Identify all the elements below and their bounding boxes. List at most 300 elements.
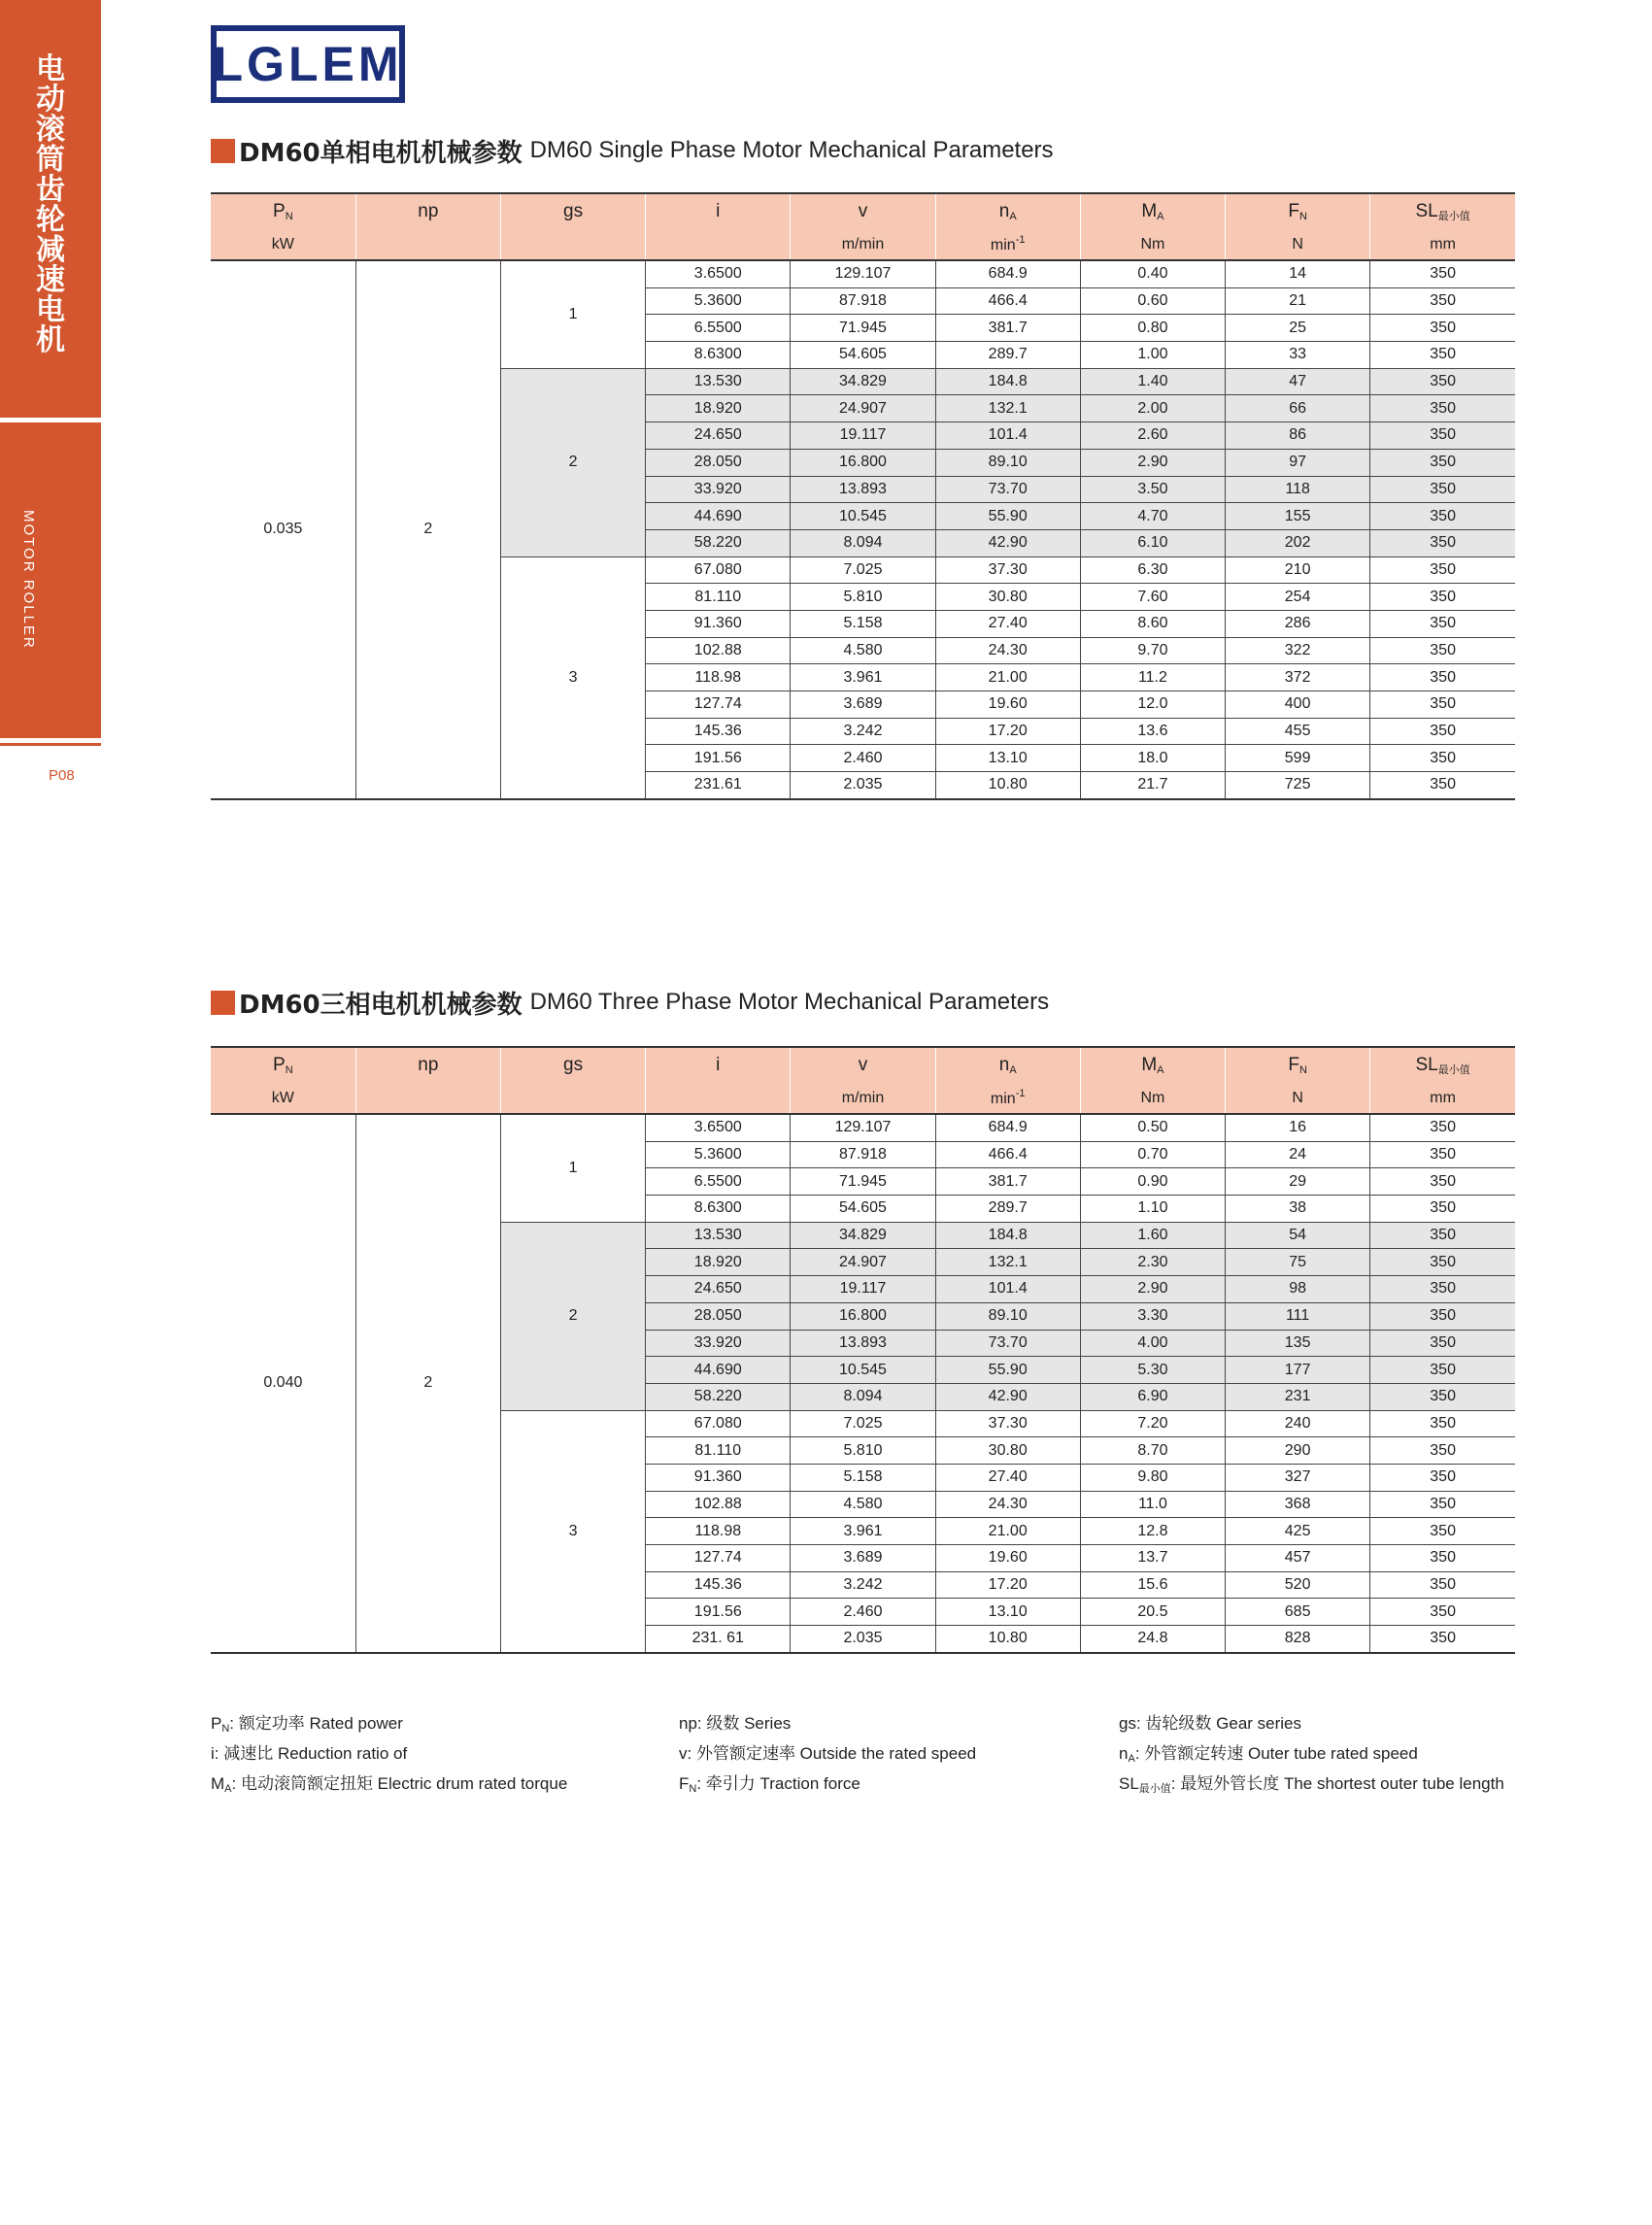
cell-sl: 350 bbox=[1370, 287, 1515, 315]
cell-i: 81.110 bbox=[646, 1437, 791, 1465]
cell-sl: 350 bbox=[1370, 1141, 1515, 1168]
cell-ma: 1.60 bbox=[1080, 1222, 1225, 1249]
cell-v: 13.893 bbox=[791, 476, 935, 503]
brand-logo: LGLEM bbox=[211, 25, 405, 103]
cell-sl: 350 bbox=[1370, 395, 1515, 422]
cell-v: 5.158 bbox=[791, 1464, 935, 1491]
cell-v: 54.605 bbox=[791, 1196, 935, 1223]
sidebar-title-char: 电 bbox=[36, 52, 65, 86]
cell-fn: 240 bbox=[1226, 1410, 1370, 1437]
cell-v: 5.810 bbox=[791, 1437, 935, 1465]
cell-fn: 322 bbox=[1226, 637, 1370, 664]
cell-gs: 1 bbox=[500, 260, 645, 368]
cell-fn: 47 bbox=[1226, 368, 1370, 395]
cell-fn: 25 bbox=[1226, 315, 1370, 342]
cell-np: 2 bbox=[355, 260, 500, 799]
cell-fn: 400 bbox=[1226, 691, 1370, 719]
cell-sl: 350 bbox=[1370, 1491, 1515, 1518]
cell-i: 28.050 bbox=[646, 449, 791, 476]
cell-sl: 350 bbox=[1370, 1599, 1515, 1626]
cell-fn: 599 bbox=[1226, 745, 1370, 772]
unit-v: m/min bbox=[791, 1083, 935, 1114]
cell-i: 102.88 bbox=[646, 637, 791, 664]
cell-v: 34.829 bbox=[791, 1222, 935, 1249]
cell-ma: 6.90 bbox=[1080, 1383, 1225, 1410]
cell-i: 24.650 bbox=[646, 1276, 791, 1303]
cell-i: 44.690 bbox=[646, 1357, 791, 1384]
cell-i: 13.530 bbox=[646, 1222, 791, 1249]
cell-na: 24.30 bbox=[935, 637, 1080, 664]
cell-v: 10.545 bbox=[791, 503, 935, 530]
sidebar-divider bbox=[0, 738, 101, 743]
cell-sl: 350 bbox=[1370, 1464, 1515, 1491]
cell-ma: 21.7 bbox=[1080, 772, 1225, 799]
legend-item: np: 级数 Series bbox=[679, 1714, 792, 1733]
sidebar-title bbox=[0, 54, 101, 355]
cell-fn: 828 bbox=[1226, 1626, 1370, 1653]
unit-na: $\min^{-1}$ bbox=[935, 229, 1080, 260]
cell-fn: 254 bbox=[1226, 584, 1370, 611]
cell-sl: 350 bbox=[1370, 664, 1515, 691]
header-ma-sub: A bbox=[1157, 211, 1164, 222]
cell-sl: 350 bbox=[1370, 745, 1515, 772]
cell-v: 7.025 bbox=[791, 556, 935, 584]
cell-v: 3.242 bbox=[791, 718, 935, 745]
cell-v: 16.800 bbox=[791, 449, 935, 476]
header-na: $n_A$ bbox=[935, 1047, 1080, 1083]
cell-v: 19.117 bbox=[791, 1276, 935, 1303]
cell-fn: 231 bbox=[1226, 1383, 1370, 1410]
cell-na: 27.40 bbox=[935, 1464, 1080, 1491]
cell-na: 55.90 bbox=[935, 1357, 1080, 1384]
cell-na: 17.20 bbox=[935, 1571, 1080, 1599]
cell-i: 81.110 bbox=[646, 584, 791, 611]
cell-ma: 24.8 bbox=[1080, 1626, 1225, 1653]
cell-fn: 66 bbox=[1226, 395, 1370, 422]
cell-ma: 0.90 bbox=[1080, 1168, 1225, 1196]
cell-ma: 20.5 bbox=[1080, 1599, 1225, 1626]
cell-v: 4.580 bbox=[791, 637, 935, 664]
sidebar-title-char: 齿 bbox=[36, 173, 65, 207]
cell-v: 24.907 bbox=[791, 1249, 935, 1276]
cell-na: 27.40 bbox=[935, 610, 1080, 637]
cell-na: 10.80 bbox=[935, 1626, 1080, 1653]
cell-fn: 29 bbox=[1226, 1168, 1370, 1196]
header-sl: $SL_{最小值}$ bbox=[1370, 1047, 1515, 1083]
cell-gs: 2 bbox=[500, 368, 645, 556]
cell-i: 118.98 bbox=[646, 664, 791, 691]
table-row bbox=[211, 260, 1515, 287]
cell-fn: 86 bbox=[1226, 422, 1370, 450]
cell-ma: 8.60 bbox=[1080, 610, 1225, 637]
cell-na: 24.30 bbox=[935, 1491, 1080, 1518]
cell-fn: 286 bbox=[1226, 610, 1370, 637]
cell-i: 33.920 bbox=[646, 476, 791, 503]
cell-na: 37.30 bbox=[935, 1410, 1080, 1437]
sidebar-title-char: 电 bbox=[36, 293, 65, 327]
cell-sl: 350 bbox=[1370, 1437, 1515, 1465]
cell-i: 44.690 bbox=[646, 503, 791, 530]
legend-symbol-sub: N bbox=[689, 1783, 697, 1795]
cell-i: 231. 61 bbox=[646, 1626, 791, 1653]
cell-na: 684.9 bbox=[935, 260, 1080, 287]
cell-na: 289.7 bbox=[935, 342, 1080, 369]
section-title-en: DM60 Three Phase Motor Mechanical Parameters bbox=[529, 989, 1050, 1015]
unit-sl: mm bbox=[1370, 229, 1515, 260]
legend-symbol-sub: N bbox=[221, 1723, 230, 1735]
cell-sl: 350 bbox=[1370, 637, 1515, 664]
cell-na: 10.80 bbox=[935, 772, 1080, 799]
cell-ma: 2.00 bbox=[1080, 395, 1225, 422]
cell-na: 37.30 bbox=[935, 556, 1080, 584]
cell-fn: 21 bbox=[1226, 287, 1370, 315]
cell-i: 127.74 bbox=[646, 691, 791, 719]
cell-na: 73.70 bbox=[935, 1330, 1080, 1357]
cell-ma: 6.30 bbox=[1080, 556, 1225, 584]
cell-ma: 12.0 bbox=[1080, 691, 1225, 719]
cell-fn: 135 bbox=[1226, 1330, 1370, 1357]
unit-sl: mm bbox=[1370, 1083, 1515, 1114]
unit-gs bbox=[500, 1083, 645, 1114]
cell-i: 145.36 bbox=[646, 1571, 791, 1599]
cell-sl: 350 bbox=[1370, 1626, 1515, 1653]
cell-v: 8.094 bbox=[791, 1383, 935, 1410]
cell-pn: 0.040 bbox=[211, 1114, 355, 1653]
cell-sl: 350 bbox=[1370, 718, 1515, 745]
cell-na: 19.60 bbox=[935, 1545, 1080, 1572]
cell-fn: 202 bbox=[1226, 529, 1370, 556]
cell-i: 145.36 bbox=[646, 718, 791, 745]
cell-i: 8.6300 bbox=[646, 1196, 791, 1223]
cell-sl: 350 bbox=[1370, 1357, 1515, 1384]
header-row-symbols bbox=[211, 1047, 1515, 1083]
cell-sl: 350 bbox=[1370, 1196, 1515, 1223]
cell-sl: 350 bbox=[1370, 1571, 1515, 1599]
cell-fn: 38 bbox=[1226, 1196, 1370, 1223]
cell-i: 6.5500 bbox=[646, 315, 791, 342]
header-gs: gs bbox=[500, 193, 645, 229]
unit-v: m/min bbox=[791, 229, 935, 260]
table-header bbox=[211, 1047, 1515, 1114]
cell-gs: 2 bbox=[500, 1222, 645, 1410]
section-marker-icon bbox=[211, 139, 235, 163]
header-pn-sub: N bbox=[285, 1064, 293, 1076]
header-row-units bbox=[211, 229, 1515, 260]
cell-na: 381.7 bbox=[935, 315, 1080, 342]
legend-symbol-sub: 最小值 bbox=[1138, 1783, 1171, 1795]
cell-v: 4.580 bbox=[791, 1491, 935, 1518]
cell-ma: 0.40 bbox=[1080, 260, 1225, 287]
cell-sl: 350 bbox=[1370, 503, 1515, 530]
unit-pn: kW bbox=[211, 1083, 355, 1114]
cell-fn: 14 bbox=[1226, 260, 1370, 287]
header-v: v bbox=[791, 1047, 935, 1083]
cell-i: 33.920 bbox=[646, 1330, 791, 1357]
cell-ma: 11.2 bbox=[1080, 664, 1225, 691]
cell-sl: 350 bbox=[1370, 772, 1515, 799]
cell-sl: 350 bbox=[1370, 556, 1515, 584]
cell-ma: 4.00 bbox=[1080, 1330, 1225, 1357]
cell-sl: 350 bbox=[1370, 1249, 1515, 1276]
legend-item: $n_A$: 外管额定转速 Outer tube rated speed bbox=[1119, 1744, 1418, 1765]
unit-fn: N bbox=[1226, 1083, 1370, 1114]
cell-na: 19.60 bbox=[935, 691, 1080, 719]
cell-v: 2.035 bbox=[791, 772, 935, 799]
cell-ma: 0.60 bbox=[1080, 287, 1225, 315]
cell-na: 30.80 bbox=[935, 1437, 1080, 1465]
cell-ma: 7.20 bbox=[1080, 1410, 1225, 1437]
header-ma: $M_A$ bbox=[1080, 1047, 1225, 1083]
cell-na: 21.00 bbox=[935, 1518, 1080, 1545]
cell-ma: 2.60 bbox=[1080, 422, 1225, 450]
cell-pn: 0.035 bbox=[211, 260, 355, 799]
cell-v: 54.605 bbox=[791, 342, 935, 369]
header-na: $n_A$ bbox=[935, 193, 1080, 229]
cell-na: 17.20 bbox=[935, 718, 1080, 745]
unit-i bbox=[646, 1083, 791, 1114]
cell-na: 381.7 bbox=[935, 1168, 1080, 1196]
cell-ma: 2.30 bbox=[1080, 1249, 1225, 1276]
cell-na: 684.9 bbox=[935, 1114, 1080, 1141]
sidebar-divider bbox=[0, 418, 101, 422]
cell-i: 24.650 bbox=[646, 422, 791, 450]
sidebar-title-char: 滚 bbox=[36, 113, 65, 147]
cell-i: 118.98 bbox=[646, 1518, 791, 1545]
cell-ma: 1.10 bbox=[1080, 1196, 1225, 1223]
cell-i: 6.5500 bbox=[646, 1168, 791, 1196]
cell-na: 184.8 bbox=[935, 368, 1080, 395]
cell-i: 67.080 bbox=[646, 1410, 791, 1437]
cell-fn: 54 bbox=[1226, 1222, 1370, 1249]
sidebar-title-char: 筒 bbox=[36, 143, 65, 177]
legend-item: v: 外管额定速率 Outside the rated speed bbox=[679, 1744, 977, 1763]
legend-symbol-sub: A bbox=[1128, 1753, 1135, 1765]
cell-ma: 9.80 bbox=[1080, 1464, 1225, 1491]
section-marker-icon bbox=[211, 991, 235, 1015]
cell-fn: 118 bbox=[1226, 476, 1370, 503]
cell-ma: 15.6 bbox=[1080, 1571, 1225, 1599]
cell-v: 19.117 bbox=[791, 422, 935, 450]
unit-ma: Nm bbox=[1080, 1083, 1225, 1114]
cell-na: 89.10 bbox=[935, 449, 1080, 476]
legend-item: gs: 齿轮级数 Gear series bbox=[1119, 1714, 1302, 1733]
cell-na: 101.4 bbox=[935, 422, 1080, 450]
cell-sl: 350 bbox=[1370, 476, 1515, 503]
cell-ma: 1.00 bbox=[1080, 342, 1225, 369]
cell-i: 8.6300 bbox=[646, 342, 791, 369]
legend-item: $SL_{最小值}$: 最短外管长度 The shortest outer tube length bbox=[1119, 1774, 1504, 1795]
header-fn: $F_N$ bbox=[1226, 193, 1370, 229]
cell-sl: 350 bbox=[1370, 1545, 1515, 1572]
cell-ma: 4.70 bbox=[1080, 503, 1225, 530]
header-fn: $F_N$ bbox=[1226, 1047, 1370, 1083]
cell-ma: 13.7 bbox=[1080, 1545, 1225, 1572]
cell-v: 129.107 bbox=[791, 260, 935, 287]
cell-ma: 9.70 bbox=[1080, 637, 1225, 664]
unit-np bbox=[355, 1083, 500, 1114]
cell-ma: 0.80 bbox=[1080, 315, 1225, 342]
cell-v: 2.460 bbox=[791, 745, 935, 772]
cell-sl: 350 bbox=[1370, 1114, 1515, 1141]
cell-sl: 350 bbox=[1370, 1330, 1515, 1357]
cell-v: 3.961 bbox=[791, 1518, 935, 1545]
cell-ma: 2.90 bbox=[1080, 449, 1225, 476]
cell-ma: 0.50 bbox=[1080, 1114, 1225, 1141]
cell-sl: 350 bbox=[1370, 1383, 1515, 1410]
header-gs: gs bbox=[500, 1047, 645, 1083]
cell-gs: 3 bbox=[500, 1410, 645, 1653]
cell-fn: 98 bbox=[1226, 1276, 1370, 1303]
cell-v: 24.907 bbox=[791, 395, 935, 422]
legend-item: $M_A$: 电动滚筒额定扭矩 Electric drum rated torque bbox=[211, 1774, 568, 1795]
cell-sl: 350 bbox=[1370, 1222, 1515, 1249]
cell-na: 73.70 bbox=[935, 476, 1080, 503]
header-fn-sub: N bbox=[1298, 1064, 1307, 1076]
cell-ma: 6.10 bbox=[1080, 529, 1225, 556]
sidebar-subtitle: MOTOR ROLLER bbox=[20, 510, 37, 650]
header-i: i bbox=[646, 193, 791, 229]
cell-fn: 97 bbox=[1226, 449, 1370, 476]
cell-i: 5.3600 bbox=[646, 1141, 791, 1168]
cell-fn: 24 bbox=[1226, 1141, 1370, 1168]
cell-gs: 1 bbox=[500, 1114, 645, 1222]
cell-ma: 2.90 bbox=[1080, 1276, 1225, 1303]
cell-fn: 372 bbox=[1226, 664, 1370, 691]
cell-sl: 350 bbox=[1370, 260, 1515, 287]
cell-i: 127.74 bbox=[646, 1545, 791, 1572]
cell-i: 191.56 bbox=[646, 745, 791, 772]
header-np: np bbox=[355, 193, 500, 229]
header-ma: $M_A$ bbox=[1080, 193, 1225, 229]
cell-ma: 12.8 bbox=[1080, 1518, 1225, 1545]
cell-v: 2.035 bbox=[791, 1626, 935, 1653]
legend-symbol-sub: A bbox=[224, 1783, 232, 1795]
header-ma-sub: A bbox=[1157, 1064, 1164, 1076]
cell-v: 3.689 bbox=[791, 1545, 935, 1572]
cell-sl: 350 bbox=[1370, 1518, 1515, 1545]
cell-i: 58.220 bbox=[646, 529, 791, 556]
cell-na: 55.90 bbox=[935, 503, 1080, 530]
cell-ma: 11.0 bbox=[1080, 1491, 1225, 1518]
cell-fn: 368 bbox=[1226, 1491, 1370, 1518]
cell-na: 89.10 bbox=[935, 1302, 1080, 1330]
cell-i: 3.6500 bbox=[646, 1114, 791, 1141]
cell-i: 191.56 bbox=[646, 1599, 791, 1626]
cell-i: 18.920 bbox=[646, 1249, 791, 1276]
cell-v: 129.107 bbox=[791, 1114, 935, 1141]
cell-sl: 350 bbox=[1370, 342, 1515, 369]
cell-v: 87.918 bbox=[791, 1141, 935, 1168]
cell-i: 91.360 bbox=[646, 610, 791, 637]
unit-na-sup: -1 bbox=[1015, 1088, 1026, 1099]
cell-sl: 350 bbox=[1370, 368, 1515, 395]
cell-fn: 725 bbox=[1226, 772, 1370, 799]
header-sl: $SL_{最小值}$ bbox=[1370, 193, 1515, 229]
cell-fn: 75 bbox=[1226, 1249, 1370, 1276]
cell-fn: 177 bbox=[1226, 1357, 1370, 1384]
header-sl-sub: 最小值 bbox=[1437, 1063, 1470, 1076]
cell-na: 466.4 bbox=[935, 1141, 1080, 1168]
unit-np bbox=[355, 229, 500, 260]
cell-ma: 0.70 bbox=[1080, 1141, 1225, 1168]
unit-i bbox=[646, 229, 791, 260]
cell-v: 3.242 bbox=[791, 1571, 935, 1599]
cell-v: 5.810 bbox=[791, 584, 935, 611]
cell-sl: 350 bbox=[1370, 691, 1515, 719]
cell-ma: 5.30 bbox=[1080, 1357, 1225, 1384]
header-v: v bbox=[791, 193, 935, 229]
legend-item: $F_N$: 牵引力 Traction force bbox=[679, 1774, 860, 1795]
sidebar-title-char: 机 bbox=[36, 323, 65, 357]
cell-ma: 18.0 bbox=[1080, 745, 1225, 772]
cell-v: 2.460 bbox=[791, 1599, 935, 1626]
header-fn-sub: N bbox=[1298, 211, 1307, 222]
cell-fn: 425 bbox=[1226, 1518, 1370, 1545]
cell-i: 102.88 bbox=[646, 1491, 791, 1518]
cell-na: 42.90 bbox=[935, 1383, 1080, 1410]
cell-ma: 1.40 bbox=[1080, 368, 1225, 395]
header-na-sub: A bbox=[1009, 1064, 1017, 1076]
page-number: P08 bbox=[49, 767, 75, 784]
unit-na-sup: -1 bbox=[1015, 234, 1026, 246]
cell-na: 30.80 bbox=[935, 584, 1080, 611]
cell-ma: 13.6 bbox=[1080, 718, 1225, 745]
cell-sl: 350 bbox=[1370, 1302, 1515, 1330]
legend-item: i: 减速比 Reduction ratio of bbox=[211, 1744, 408, 1763]
section-title-cn: DM60三相电机机械参数 bbox=[239, 990, 523, 1020]
cell-sl: 350 bbox=[1370, 449, 1515, 476]
unit-na: $\min^{-1}$ bbox=[935, 1083, 1080, 1114]
cell-i: 5.3600 bbox=[646, 287, 791, 315]
cell-ma: 8.70 bbox=[1080, 1437, 1225, 1465]
cell-na: 21.00 bbox=[935, 664, 1080, 691]
cell-sl: 350 bbox=[1370, 315, 1515, 342]
unit-fn: N bbox=[1226, 229, 1370, 260]
cell-fn: 111 bbox=[1226, 1302, 1370, 1330]
legend-item: $P_N$: 额定功率 Rated power bbox=[211, 1714, 403, 1735]
cell-na: 13.10 bbox=[935, 745, 1080, 772]
cell-v: 5.158 bbox=[791, 610, 935, 637]
cell-i: 13.530 bbox=[646, 368, 791, 395]
cell-na: 42.90 bbox=[935, 529, 1080, 556]
cell-sl: 350 bbox=[1370, 1276, 1515, 1303]
unit-ma: Nm bbox=[1080, 229, 1225, 260]
section-title-en: DM60 Single Phase Motor Mechanical Parameters bbox=[529, 137, 1054, 163]
cell-i: 91.360 bbox=[646, 1464, 791, 1491]
cell-v: 3.689 bbox=[791, 691, 935, 719]
table-body bbox=[211, 1114, 1515, 1653]
cell-i: 58.220 bbox=[646, 1383, 791, 1410]
header-na-sub: A bbox=[1009, 211, 1017, 222]
section-title-single-phase bbox=[211, 136, 1054, 168]
cell-sl: 350 bbox=[1370, 529, 1515, 556]
cell-ma: 3.30 bbox=[1080, 1302, 1225, 1330]
header-i: i bbox=[646, 1047, 791, 1083]
section-title-cn: DM60单相电机机械参数 bbox=[239, 138, 523, 168]
cell-fn: 155 bbox=[1226, 503, 1370, 530]
header-row-symbols bbox=[211, 193, 1515, 229]
cell-fn: 290 bbox=[1226, 1437, 1370, 1465]
cell-v: 13.893 bbox=[791, 1330, 935, 1357]
cell-v: 8.094 bbox=[791, 529, 935, 556]
sidebar-title-char: 轮 bbox=[36, 203, 65, 237]
cell-fn: 16 bbox=[1226, 1114, 1370, 1141]
cell-i: 18.920 bbox=[646, 395, 791, 422]
single-phase-params-table bbox=[211, 192, 1515, 800]
cell-i: 3.6500 bbox=[646, 260, 791, 287]
cell-na: 132.1 bbox=[935, 395, 1080, 422]
sidebar-title-char: 动 bbox=[36, 83, 65, 117]
